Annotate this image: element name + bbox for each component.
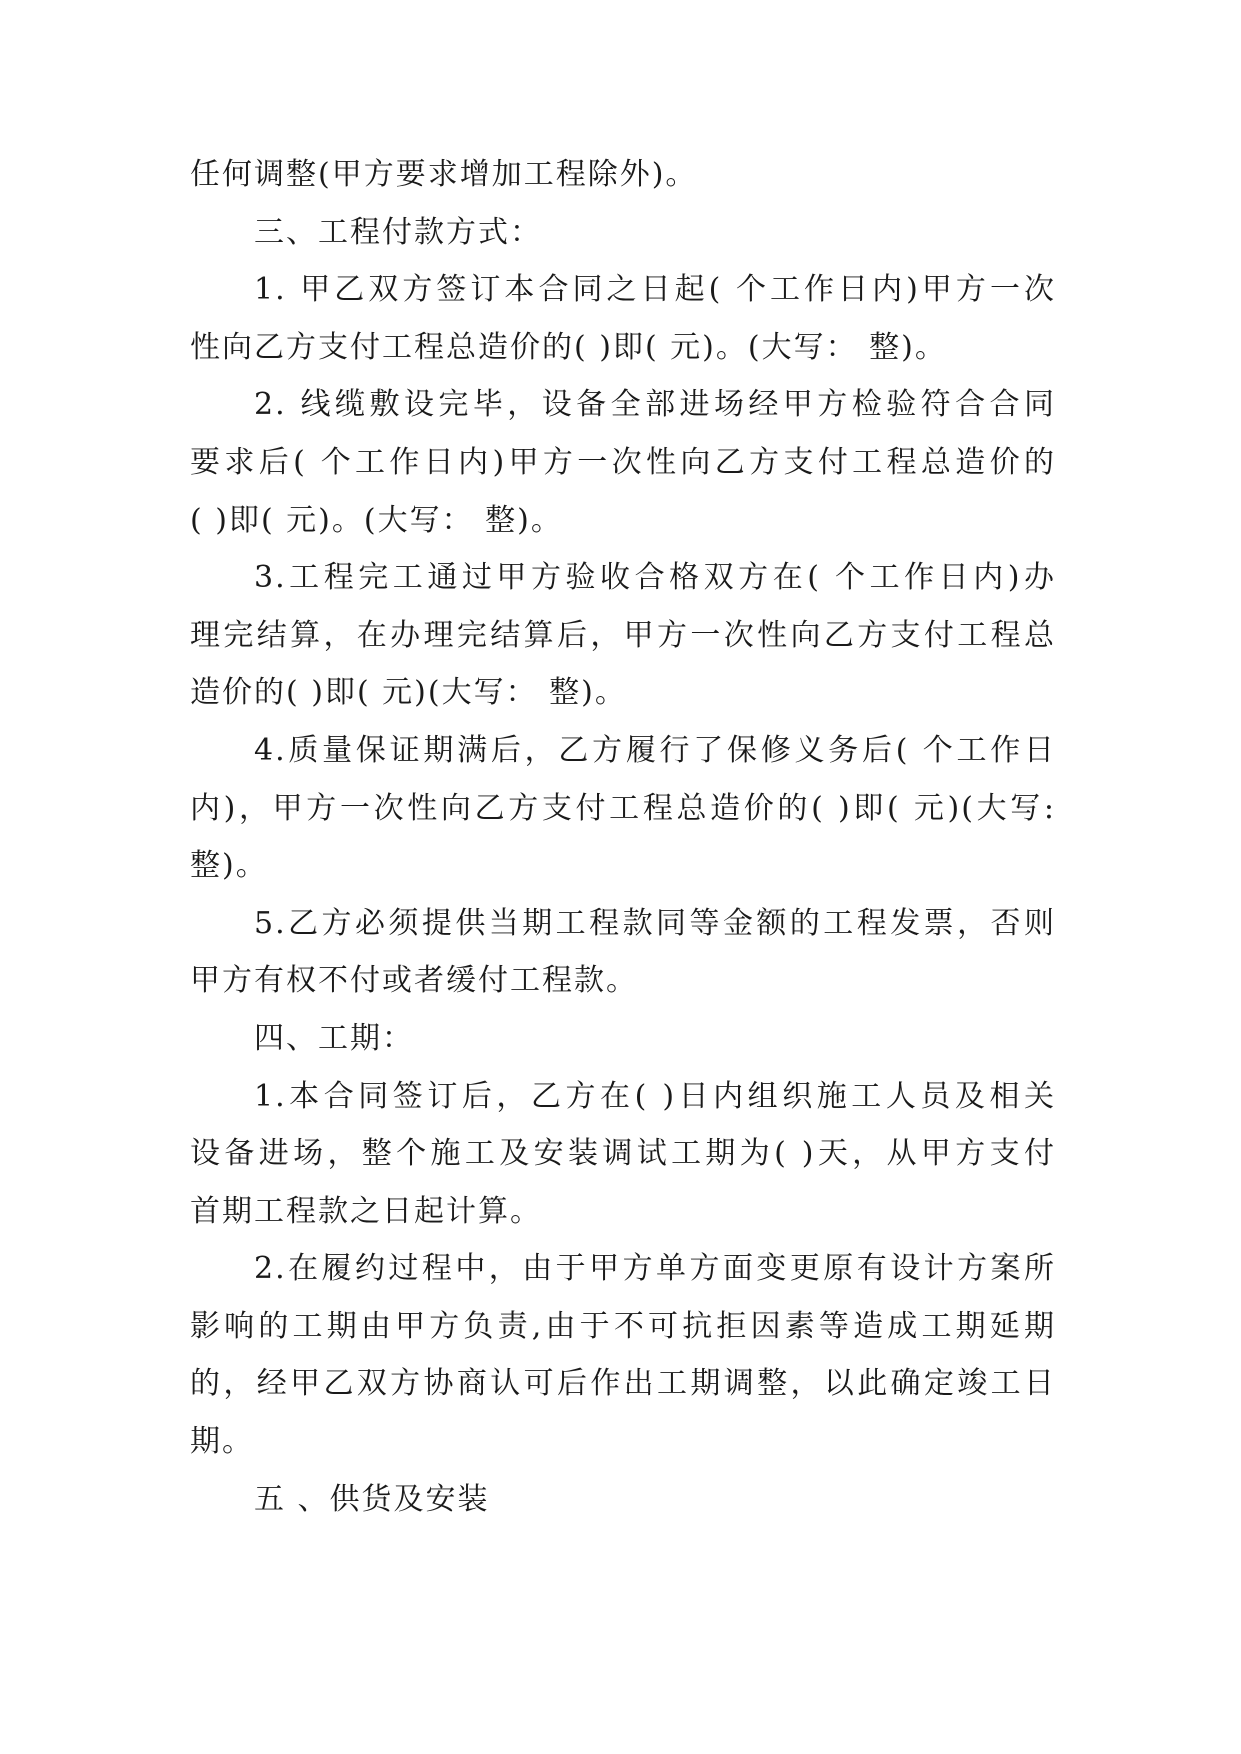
text-line: 2. 线缆敷设完毕，设备全部进场经甲方检验符合合同 — [254, 387, 1056, 423]
text-line: 性向乙方支付工程总造价的( )即( 元)。(大写： 整)。 — [190, 329, 947, 365]
text-line: 2.在履约过程中，由于甲方单方面变更原有设计方案所 — [254, 1251, 1056, 1287]
section-heading-supply: 五 、供货及安装 — [254, 1481, 490, 1517]
text-line: 5.乙方必须提供当期工程款同等金额的工程发票，否则 — [254, 905, 1056, 941]
text-line: 理完结算，在办理完结算后，甲方一次性向乙方支付工程总 — [190, 617, 1056, 653]
text-line: 整)。 — [190, 848, 268, 884]
section-heading-payment: 三、工程付款方式： — [254, 214, 542, 250]
text-line: 影响的工期由甲方负责,由于不可抗拒因素等造成工期延期 — [190, 1308, 1056, 1344]
text-line: 要求后( 个工作日内)甲方一次性向乙方支付工程总造价的 — [190, 444, 1056, 480]
text-line: 1.本合同签订后，乙方在( )日内组织施工人员及相关 — [254, 1078, 1056, 1114]
text-line: 3.工程完工通过甲方验收合格双方在( 个工作日内)办 — [254, 560, 1056, 596]
text-line: 1. 甲乙双方签订本合同之日起( 个工作日内)甲方一次 — [254, 272, 1056, 308]
text-line: 4.质量保证期满后，乙方履行了保修义务后( 个工作日 — [254, 732, 1056, 768]
text-line: 设备进场，整个施工及安装调试工期为( )天，从甲方支付 — [190, 1136, 1056, 1172]
text-line: 期。 — [190, 1424, 254, 1460]
text-line: 内)，甲方一次性向乙方支付工程总造价的( )即( 元)(大写: — [190, 790, 1056, 826]
text-line: 甲方有权不付或者缓付工程款。 — [190, 963, 638, 999]
document-page — [190, 146, 1056, 1528]
section-heading-schedule: 四、工期： — [254, 1020, 414, 1056]
text-line: 任何调整(甲方要求增加工程除外)。 — [190, 157, 698, 192]
text-line: 造价的( )即( 元)(大写： 整)。 — [190, 675, 627, 711]
text-line: 的，经甲乙双方协商认可后作出工期调整，以此确定竣工日 — [190, 1366, 1056, 1402]
text-line: ( )即( 元)。(大写： 整)。 — [190, 502, 563, 538]
text-line: 首期工程款之日起计算。 — [190, 1193, 542, 1229]
